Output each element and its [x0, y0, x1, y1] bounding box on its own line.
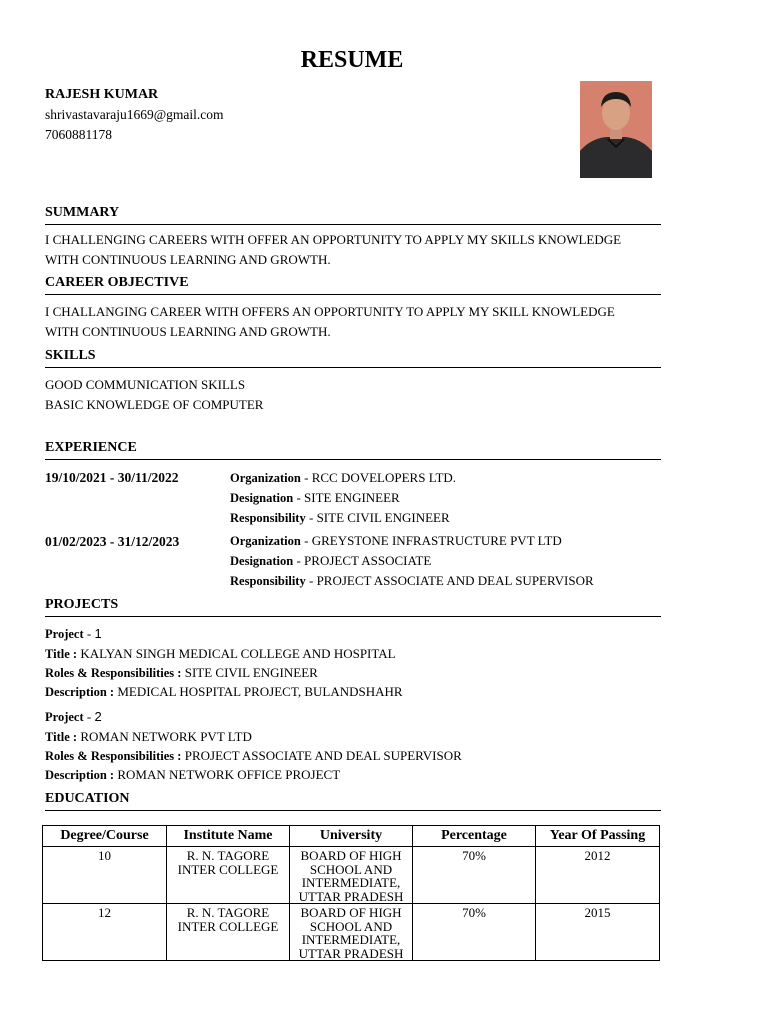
- year-cell: 2012: [536, 847, 660, 904]
- job-dates: 01/02/2023 - 31/12/2023: [45, 534, 180, 549]
- objective-text: WITH CONTINUOUS LEARNING AND GROWTH.: [45, 324, 331, 339]
- degree-cell: 10: [43, 847, 167, 904]
- job-responsibility: Responsibility - SITE CIVIL ENGINEER: [230, 510, 450, 525]
- phone-text: 7060881178: [45, 127, 112, 142]
- project-description: Description : MEDICAL HOSPITAL PROJECT, BULANDSHAHR: [45, 684, 403, 699]
- job-responsibility: Responsibility - PROJECT ASSOCIATE AND DEAL SUPERVISOR: [230, 573, 594, 588]
- job-organization: Organization - GREYSTONE INFRASTRUCTURE PVT LTD: [230, 533, 562, 548]
- column-header: Year Of Passing: [536, 826, 660, 847]
- job-designation: Designation - SITE ENGINEER: [230, 490, 400, 505]
- project-title: Title : KALYAN SINGH MEDICAL COLLEGE AND HOSPITAL: [45, 646, 396, 661]
- project-roles: Roles & Responsibilities : PROJECT ASSOCIATE AND DEAL SUPERVISOR: [45, 748, 462, 763]
- education-heading: EDUCATION: [45, 791, 661, 811]
- projects-heading: PROJECTS: [45, 597, 661, 617]
- column-header: Degree/Course: [43, 826, 167, 847]
- skills-heading: SKILLS: [45, 348, 661, 368]
- job-organization: Organization - RCC DOVELOPERS LTD.: [230, 470, 457, 485]
- table-row: [43, 904, 660, 961]
- education-table: [42, 825, 660, 961]
- job-dates: 19/10/2021 - 30/11/2022: [45, 470, 179, 485]
- skill-item: GOOD COMMUNICATION SKILLS: [45, 377, 246, 392]
- career-objective-heading: CAREER OBJECTIVE: [45, 275, 661, 295]
- skill-item: BASIC KNOWLEDGE OF COMPUTER: [45, 397, 264, 412]
- degree-cell: 12: [43, 904, 167, 961]
- objective-text: I CHALLANGING CAREER WITH OFFERS AN OPPORTUNITY TO APPLY MY SKILL KNOWLEDGE: [45, 304, 615, 319]
- profile-photo: [580, 81, 652, 178]
- summary-heading: SUMMARY: [45, 205, 661, 225]
- experience-heading: EXPERIENCE: [45, 440, 661, 460]
- university-cell: BOARD OF HIGH SCHOOL AND INTERMEDIATE, UTTAR PRADESH: [290, 847, 413, 904]
- job-designation: Designation - PROJECT ASSOCIATE: [230, 553, 432, 568]
- percentage-cell: 70%: [413, 904, 536, 961]
- project-number: Project - 1: [45, 626, 102, 641]
- project-number: Project - 2: [45, 709, 102, 724]
- candidate-name: RAJESH KUMAR: [45, 87, 159, 102]
- institute-cell: R. N. TAGORE INTER COLLEGE: [167, 847, 290, 904]
- resume-title: RESUME: [300, 47, 404, 73]
- table-row: [43, 847, 660, 904]
- project-roles: Roles & Responsibilities : SITE CIVIL ENGINEER: [45, 665, 318, 680]
- percentage-cell: 70%: [413, 847, 536, 904]
- university-cell: BOARD OF HIGH SCHOOL AND INTERMEDIATE, UTTAR PRADESH: [290, 904, 413, 961]
- summary-text: I CHALLENGING CAREERS WITH OFFER AN OPPORTUNITY TO APPLY MY SKILLS KNOWLEDGE: [45, 232, 622, 247]
- column-header: Institute Name: [167, 826, 290, 847]
- year-cell: 2015: [536, 904, 660, 961]
- table-header-row: [43, 826, 660, 847]
- project-title: Title : ROMAN NETWORK PVT LTD: [45, 729, 252, 744]
- column-header: Percentage: [413, 826, 536, 847]
- project-description: Description : ROMAN NETWORK OFFICE PROJECT: [45, 767, 341, 782]
- column-header: University: [290, 826, 413, 847]
- summary-text: WITH CONTINUOUS LEARNING AND GROWTH.: [45, 252, 331, 267]
- email-text[interactable]: shrivastavaraju1669@gmail.com: [45, 107, 224, 122]
- institute-cell: R. N. TAGORE INTER COLLEGE: [167, 904, 290, 961]
